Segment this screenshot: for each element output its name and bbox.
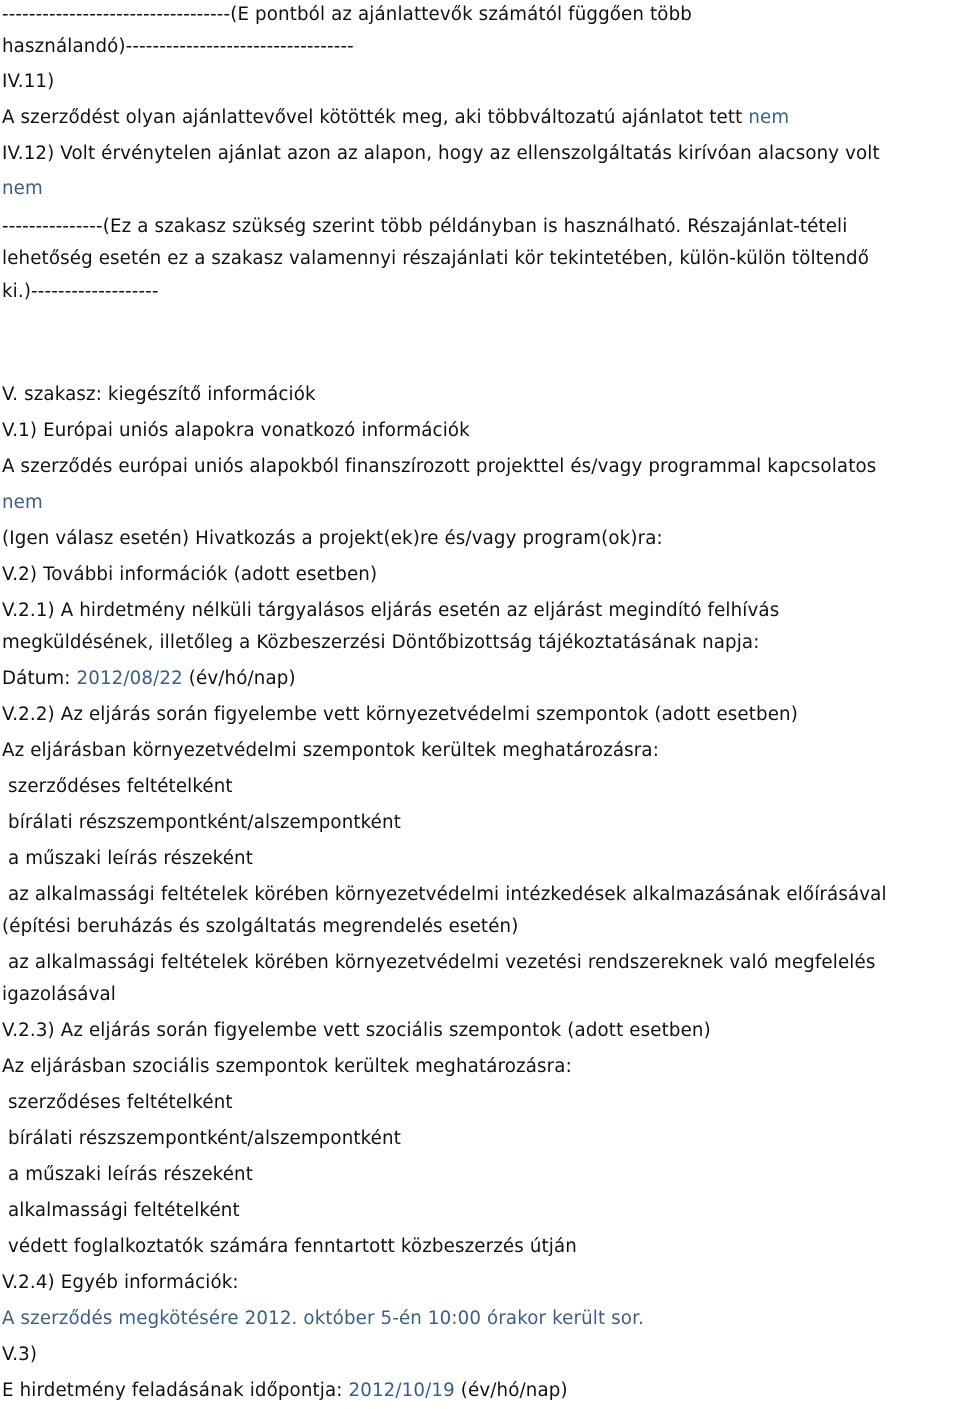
- v24-text: A szerződés megkötésére 2012. október 5-én 10:00 órakor került sor.: [2, 1308, 644, 1329]
- v23-item: bírálati részszempontként/alszempontként: [8, 1128, 401, 1149]
- section-iv11-row: [2, 103, 789, 133]
- v22-item: szerződéses feltételként: [8, 776, 233, 797]
- v21-line-1: V.2.1) A hirdetmény nélküli tárgyalásos eljárás esetén az eljárást megindító felhívás: [2, 600, 780, 621]
- note-line-3: ki.)-------------------: [2, 281, 159, 302]
- v22-item: a műszaki leírás részeként: [8, 848, 253, 869]
- v23-item: a műszaki leírás részeként: [8, 1164, 253, 1185]
- v3-date-format: (év/hó/nap): [460, 1380, 568, 1401]
- v3-date-row: [2, 1376, 568, 1406]
- v21-line-2: megküldésének, illetőleg a Közbeszerzési Döntőbizottság tájékoztatásának napja:: [2, 632, 760, 653]
- v3-label: E hirdetmény feladásának időpontja:: [2, 1380, 343, 1401]
- intro-dash-line-2: használandó)----------------------------------: [2, 36, 354, 57]
- section-iv11-heading: IV.11): [2, 71, 55, 92]
- note-line-2: lehetőség esetén ez a szakasz valamennyi részajánlati kör tekintetében, külön-külön töltendő: [2, 248, 870, 269]
- v22-item-continuation: igazolásával: [2, 984, 116, 1005]
- v23-heading: V.2.3) Az eljárás során figyelembe vett szociális szempontok (adott esetben): [2, 1020, 711, 1041]
- v24-heading: V.2.4) Egyéb információk:: [2, 1272, 239, 1293]
- intro-dash-line-1: ----------------------------------(E pontból az ajánlattevők számától függően több: [2, 4, 692, 25]
- section-v-title: V. szakasz: kiegészítő információk: [2, 384, 316, 405]
- v21-date-row: [2, 664, 296, 694]
- v1-question: A szerződés európai uniós alapokból finanszírozott projekttel és/vagy programmal kapcsolatos: [2, 456, 877, 477]
- v22-item: az alkalmassági feltételek körében környezetvédelmi vezetési rendszereknek való megfelelés: [8, 952, 876, 973]
- v23-intro: Az eljárásban szociális szempontok kerültek meghatározásra:: [2, 1056, 572, 1077]
- section-iv11-answer: nem: [748, 107, 790, 128]
- v3-heading: V.3): [2, 1344, 38, 1365]
- v21-date-value: 2012/08/22: [76, 668, 183, 689]
- v22-item: az alkalmassági feltételek körében környezetvédelmi intézkedések alkalmazásának előírásával: [8, 884, 887, 905]
- note-text: (Ez a szakasz szükség szerint több példányban is használható. Részajánlat-tételi: [102, 216, 848, 237]
- v2-heading: V.2) További információk (adott esetben): [2, 564, 378, 585]
- v21-date-format: (év/hó/nap): [188, 668, 296, 689]
- v22-heading: V.2.2) Az eljárás során figyelembe vett környezetvédelmi szempontok (adott esetben): [2, 704, 798, 725]
- section-iv12-question: IV.12) Volt érvénytelen ajánlat azon az alapon, hogy az ellenszolgáltatás kirívóan alacsony volt: [2, 143, 880, 164]
- section-iv11-question: A szerződést olyan ajánlattevővel kötötték meg, aki többváltozatú ajánlatot tett: [2, 107, 743, 128]
- v22-item: bírálati részszempontként/alszempontként: [8, 812, 401, 833]
- v1-reference-label: (Igen válasz esetén) Hivatkozás a projekt(ek)re és/vagy program(ok)ra:: [2, 528, 663, 549]
- v22-intro: Az eljárásban környezetvédelmi szempontok kerültek meghatározásra:: [2, 740, 660, 761]
- v23-item: védett foglalkoztatók számára fenntartott közbeszerzés útján: [8, 1236, 577, 1257]
- note-dashes: ---------------: [2, 216, 103, 237]
- v23-item: alkalmassági feltételként: [8, 1200, 240, 1221]
- v3-date-value: 2012/10/19: [348, 1380, 455, 1401]
- v23-item: szerződéses feltételként: [8, 1092, 233, 1113]
- note-line-1: [2, 212, 847, 242]
- v1-heading: V.1) Európai uniós alapokra vonatkozó információk: [2, 420, 470, 441]
- v21-date-label: Dátum:: [2, 668, 71, 689]
- v22-item-continuation: (építési beruházás és szolgáltatás megrendelés esetén): [2, 916, 519, 937]
- section-iv12-answer: nem: [2, 178, 43, 199]
- v1-answer: nem: [2, 492, 43, 513]
